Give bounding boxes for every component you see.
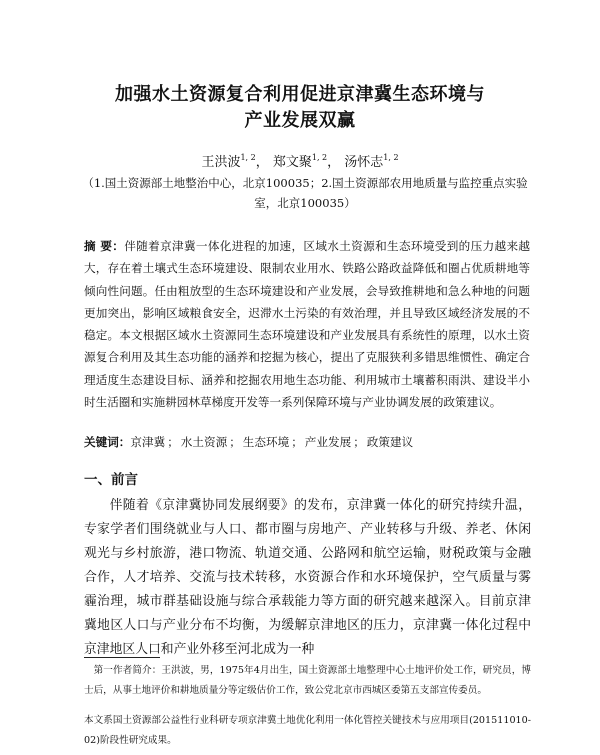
author-affiliation-mark: 1, 2 [311, 153, 328, 162]
author-list: 王洪波$^{1, 2}$， 郑文聚$^{1, 2}$， 汤怀志$^{1, 2}$ [201, 153, 399, 170]
author-name: 郑文聚 [272, 155, 312, 170]
paper-title-line-2: 产业发展双赢 [244, 110, 356, 131]
keyword: 水土资源 [180, 435, 228, 449]
introduction-paragraph: 伴随着《京津冀协同发展纲要》的发布，京津冀一体化的研究持续升温，专家学者们围绕就业与人口、都市圈与房地产、产业转移与升级、养老、休闲观光与乡村旅游，港口物流、轨道交通、公路网和航空运输，财税政策与金融合作，人才培养、交流与技术转移，水资源合作和水环境保护，空气质量与雾霾治理，城市群基础设施与综合承载能力等方面的研究越来越深入。目前京津冀地区人口与产业分布不均衡，为缓解京津地区的压力，京津冀一体化过程中京津地区人口和产业外移至河北成为一种 [84, 498, 531, 657]
affiliation-line-1: （1.国土资源部土地整治中心，北京100035；2.国土资源部农用地质量与监控重点实验 [82, 176, 528, 190]
author-affiliation-mark: 1, 2 [383, 153, 399, 162]
paper-title-line-1: 加强水土资源复合利用促进京津冀生态环境与 [115, 84, 485, 105]
keywords: 关键词：京津冀 ； 水土资源 ； 生态环境 ； 产业发展 ； 政策建议 [84, 435, 414, 449]
keyword: 生态环境 [242, 435, 290, 449]
footnote-author-bio: 第一作者简介：王洪波，男，1975年4月出生，国土资源部土地整理中心土地评价处工作，研究员，博士后，从事土地评价和耕地质量分等定级估价工作，致公党北京市西城区委第五支部宣传委员。 [84, 665, 531, 696]
abstract-text: 伴随着京津冀一体化进程的加速，区域水土资源和生态环境受到的压力越来越大，存在着土壤式生态环境建设、限制农业用水、铁路公路政益降低和圈占优质耕地等倾向性问题。任由粗放型的生态环境建设和产业发展，会导致推耕地和急么种地的问题更加突出，影响区域粮食安全，迟滞水土污染的有效治理，并且导致区域经济发展的不稳定。本文根据区域水土资源同生态环境建设和产业发展具有系统性的原理，以水土资源复合利用及其生态功能的涵养和挖掘为核心，提出了克服狭利多错思维惯性、确定合理适度生态建设目标、涵养和挖掘农用地生态功能、利用城市土壤蓄积雨洪、建设半小时生活圈和实施耕园林草梯度开发等一系列保障环境与产业协调发展的政策建议。 [84, 239, 530, 410]
author-name: 汤怀志 [344, 155, 384, 170]
abstract [84, 235, 530, 413]
abstract-label: 摘 要： [84, 239, 125, 253]
keyword: 政策建议 [366, 435, 414, 449]
footnote-funding: 本文系国土资源部公益性行业科研专项京津冀土地优化利用一体化管控关键技术与应用项目(201511010-02)阶段性研究成果。 [84, 715, 531, 746]
keywords-label: 关键词： [84, 435, 131, 449]
affiliation-line-2: 室，北京100035） [254, 196, 356, 210]
section-heading-introduction: 一、前言 [84, 472, 138, 488]
author-affiliation-mark: 1, 2 [240, 153, 256, 162]
footnote-divider [84, 657, 160, 658]
author-name: 王洪波 [201, 155, 241, 170]
keyword: 产业发展 [304, 435, 352, 449]
keyword: 京津冀 [130, 435, 166, 449]
